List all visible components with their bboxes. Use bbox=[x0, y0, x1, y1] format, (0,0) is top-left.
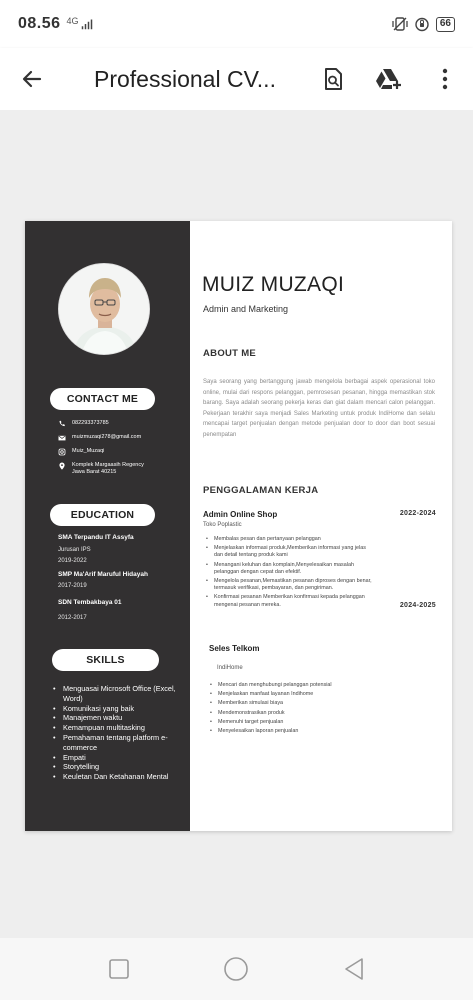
add-to-drive-button[interactable] bbox=[361, 48, 417, 110]
job-bullet: • Menyelesaikan laporan penjualan bbox=[210, 728, 410, 735]
job-period: 2022-2024 bbox=[399, 510, 436, 517]
network-type: 4G bbox=[66, 16, 79, 26]
education-years: 2019-2022 bbox=[58, 558, 87, 564]
contact-phone bbox=[58, 420, 188, 428]
instagram-icon bbox=[58, 448, 66, 456]
contact-address-text: Komplek Margaasih Regency Jawa Barat 40215 bbox=[72, 462, 144, 475]
job-bullet: • Membalas pesan dan pertanyaan pelanggan bbox=[206, 536, 376, 543]
experience-heading: PENGGALAMAN KERJA bbox=[203, 485, 319, 496]
job-bullet: • Mendemonstrasikan produk bbox=[210, 710, 410, 717]
nav-back-button[interactable] bbox=[334, 949, 374, 989]
cv-page[interactable] bbox=[25, 221, 452, 831]
cv-main bbox=[190, 221, 452, 831]
job-company: Toko Poplastic bbox=[203, 522, 242, 528]
education-years: 2017-2019 bbox=[58, 583, 87, 589]
job-bullet: • Memberikan simulasi biaya bbox=[210, 700, 410, 707]
job-bullet: • Mengelola pesanan,Memastikan pesanan diproses dengan benar, termasuk verifikasi, pembayaran, dan pengiriman. bbox=[206, 578, 376, 592]
job-bullet: • Memenuhi target penjualan bbox=[210, 719, 410, 726]
job-bullets bbox=[206, 536, 376, 611]
cv-name: MUIZ MUZAQI bbox=[202, 273, 345, 296]
skill-item: • Empati bbox=[53, 753, 190, 763]
job-period: 2024-2025 bbox=[399, 602, 436, 609]
more-vert-icon bbox=[442, 68, 448, 90]
contact-heading: CONTACT ME bbox=[50, 388, 155, 410]
skills-heading: SKILLS bbox=[52, 649, 159, 671]
contact-address bbox=[58, 462, 188, 476]
about-heading: ABOUT ME bbox=[203, 348, 257, 359]
education-school: SMA Terpandu IT Assyfa bbox=[58, 534, 134, 541]
home-button[interactable] bbox=[216, 949, 256, 989]
drive-add-icon bbox=[375, 67, 403, 91]
alarm-icon bbox=[414, 16, 430, 32]
contact-instagram bbox=[58, 448, 188, 456]
mail-icon bbox=[58, 434, 66, 442]
back-button[interactable] bbox=[0, 48, 64, 110]
job-bullet: • Mencari dan menghubungi pelanggan potensial bbox=[210, 682, 410, 689]
skill-item: • Keuletan Dan Ketahanan Mental bbox=[53, 772, 190, 782]
contact-phone-text: 082293373785 bbox=[72, 420, 109, 426]
job-bullet: • Menjelaskan informasi produk,Memberikan informasi yang jelas dan detail tentang produk kami bbox=[206, 545, 376, 559]
education-major: Jurusan IPS bbox=[58, 547, 91, 553]
job-bullet: • Menangani keluhan dan komplain,Menyelesaikan masalah pelanggan dengan cepat dan efektif. bbox=[206, 562, 376, 576]
skill-item: • Komunikasi yang baik bbox=[53, 704, 190, 714]
education-school: SDN Tembakbaya 01 bbox=[58, 599, 122, 606]
more-options-button[interactable] bbox=[417, 48, 473, 110]
skill-item: • Kemampuan multitasking bbox=[53, 723, 190, 733]
skill-item: • Storytelling bbox=[53, 762, 190, 772]
app-bar bbox=[0, 48, 473, 110]
status-time: 08.56 bbox=[18, 15, 61, 32]
about-text: Saya seorang yang bertanggung jawab mengelola berbagai aspek operasional toko online, mulai dari respons pelanggan, pemrosesan pesanan, hingga memastikan stok barang. Saya adalah seorang pekerja keras dan giat dalam mencari calon pelanggan. Pekerjaan terakhir saya menjadi Sales Marketing untuk produk IndiHome dan selalu mencapai target penjualan dengan metode penjualan door to door dan boot sesuai penempatan bbox=[203, 379, 435, 438]
skill-item: • Pemahaman tentang platform e-commerce bbox=[53, 733, 190, 753]
system-nav-bar bbox=[0, 938, 473, 1000]
phone-icon bbox=[58, 420, 66, 428]
education-item bbox=[58, 571, 188, 589]
find-in-document-button[interactable] bbox=[305, 48, 361, 110]
job-bullet: • Menjelaskan manfaat layanan Indihome bbox=[210, 691, 410, 698]
job-company: IndiHome bbox=[217, 665, 243, 671]
cv-role: Admin and Marketing bbox=[203, 304, 289, 314]
contact-email bbox=[58, 434, 188, 442]
education-item bbox=[58, 599, 188, 621]
contact-list bbox=[58, 420, 188, 482]
skills-list bbox=[53, 684, 190, 782]
education-years: 2012-2017 bbox=[58, 615, 87, 621]
battery-indicator: 66 bbox=[436, 17, 455, 32]
skill-item: • Menguasai Microsoft Office (Excel, Word) bbox=[53, 684, 190, 704]
skill-item: • Manajemen waktu bbox=[53, 713, 190, 723]
document-title: Professional CV... bbox=[94, 65, 276, 92]
job-bullets bbox=[210, 682, 410, 737]
recent-apps-icon bbox=[108, 958, 130, 980]
back-icon bbox=[343, 957, 365, 981]
status-bar bbox=[0, 0, 473, 48]
signal-icon bbox=[81, 18, 93, 30]
job-title: Seles Telkom bbox=[209, 644, 260, 653]
location-pin-icon bbox=[58, 462, 66, 470]
vibrate-icon bbox=[392, 16, 408, 32]
recent-apps-button[interactable] bbox=[99, 949, 139, 989]
education-heading: EDUCATION bbox=[50, 504, 155, 526]
profile-photo bbox=[58, 263, 150, 355]
education-item bbox=[58, 534, 188, 564]
cv-sidebar bbox=[25, 221, 190, 831]
home-icon bbox=[223, 956, 249, 982]
education-school: SMP Ma'Arif Maruful Hidayah bbox=[58, 571, 148, 578]
find-in-page-icon bbox=[321, 67, 345, 91]
job-bullet: • Konfirmasi pesanan Memberikan konfirmasi kepada pelanggan mengenai pesanan mereka. bbox=[206, 594, 376, 608]
education-list bbox=[58, 534, 188, 621]
arrow-back-icon bbox=[20, 67, 44, 91]
contact-email-text: muizmuzaqi278@gmail.com bbox=[72, 434, 142, 440]
job-title: Admin Online Shop bbox=[203, 510, 278, 519]
contact-instagram-text: Muiz_Muzaqi bbox=[72, 448, 105, 454]
